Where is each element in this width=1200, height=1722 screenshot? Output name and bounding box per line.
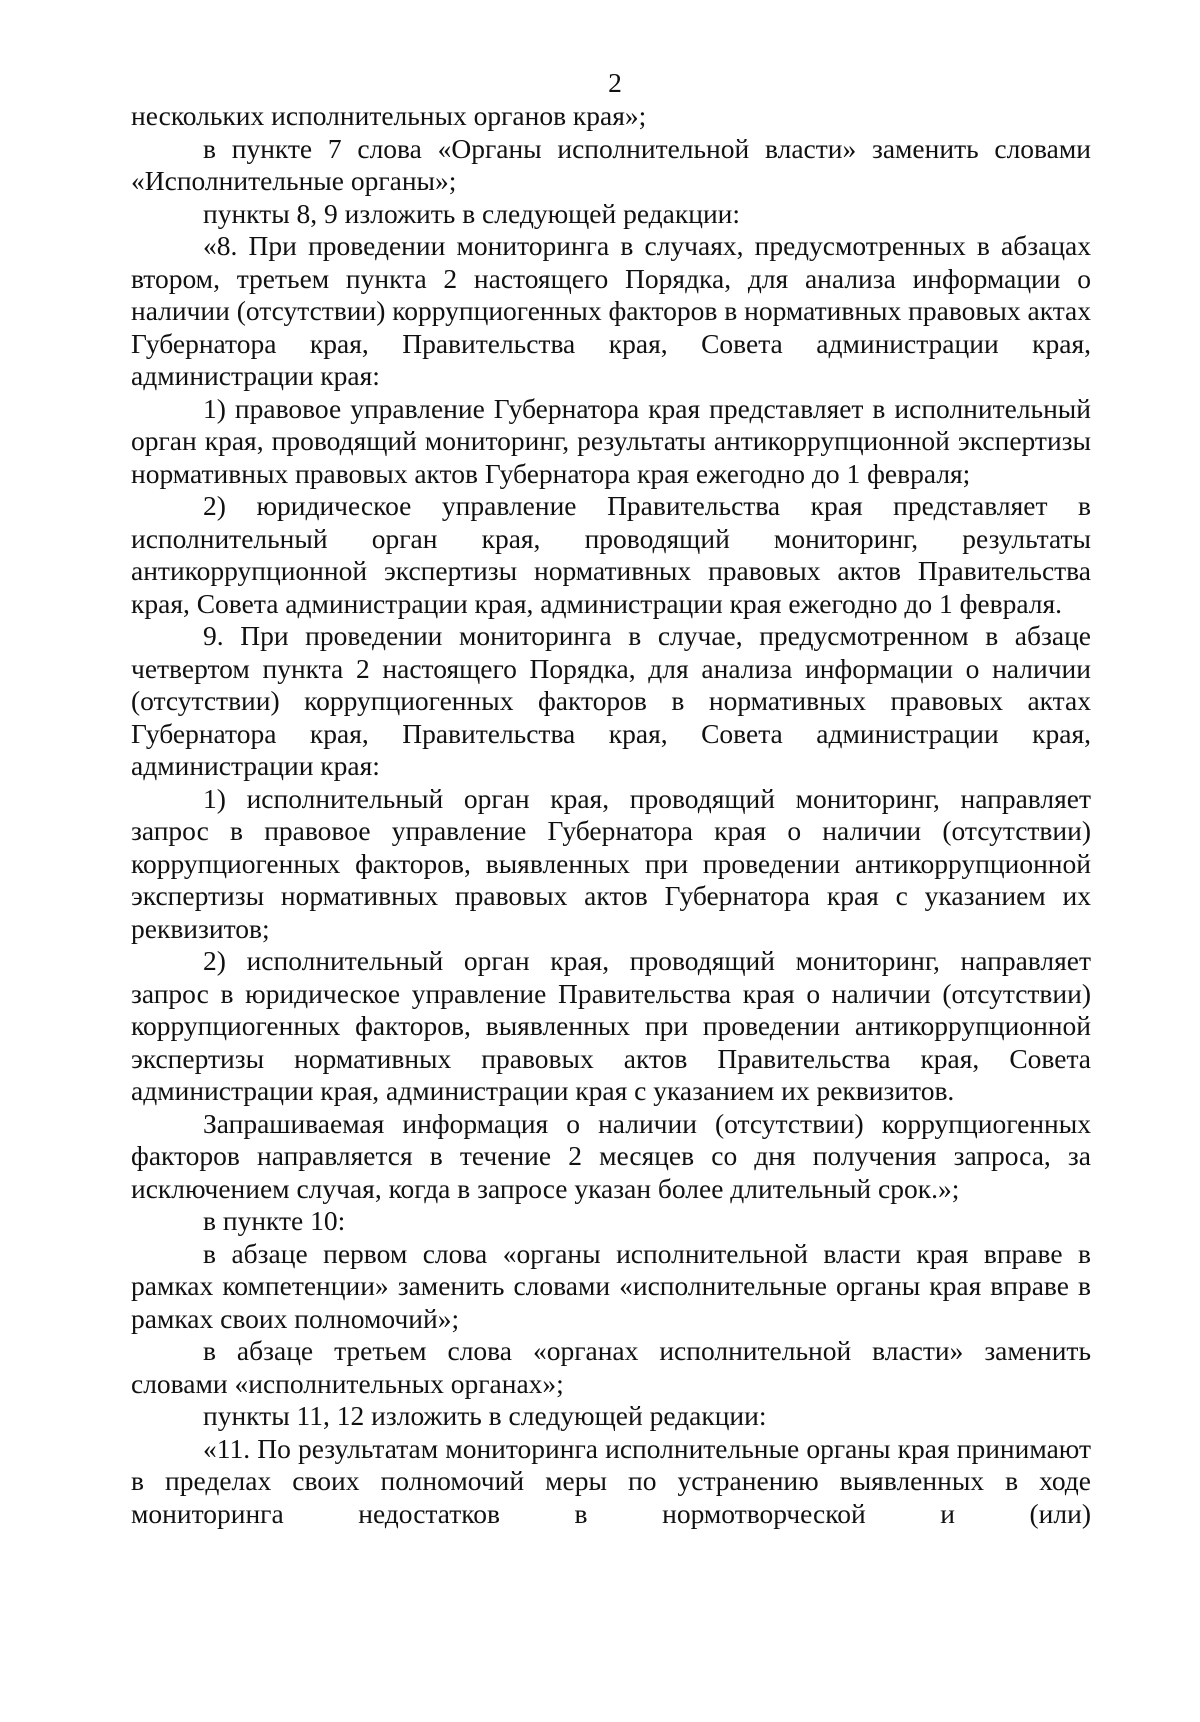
paragraph-item-10-abzac-3: в абзаце третьем слова «органах исполнительной власти» заменить словами «исполнительных органах»; (131, 1335, 1091, 1399)
page-number: 2 (608, 67, 622, 98)
paragraph-items-11-12-intro: пункты 11, 12 изложить в следующей редакции: (203, 1400, 767, 1431)
paragraph-clause-8-sub-1: 1) правовое управление Губернатора края представляет в исполнительный орган края, проводящий мониторинг, результаты антикоррупционной экспертизы нормативных правовых актов Губернатора края ежегодно до 1 февраля; (131, 392, 1091, 489)
paragraph-continuation: нескольких исполнительных органов края»; (131, 100, 647, 131)
paragraph-clause-8: «8. При проведении мониторинга в случаях, предусмотренных в абзацах втором, третьем пункта 2 настоящего Порядка, для анализа информации о наличии (отсутствии) коррупциогенных факторов в нормативных правовых актах Губернатора края, Правительства края, Совета администрации края, администрации края: (131, 230, 1091, 391)
paragraph-item-7: в пункте 7 слова «Органы исполнительной власти» заменить словами «Исполнительные органы»; (131, 132, 1091, 196)
paragraph-requested-info: Запрашиваемая информация о наличии (отсутствии) коррупциогенных факторов направляется в течение 2 месяцев со дня получения запроса, за исключением случая, когда в запросе указан более длительный срок.»; (131, 1107, 1091, 1204)
paragraph-clause-8-sub-2: 2) юридическое управление Правительства края представляет в исполнительный орган края, проводящий мониторинг, результаты антикоррупционной экспертизы нормативных правовых актов Правительства края, Совета администрации края, администрации края ежегодно до 1 февраля. (131, 490, 1091, 619)
paragraph-clause-9: 9. При проведении мониторинга в случае, предусмотренном в абзаце четвертом пункта 2 настоящего Порядка, для анализа информации о наличии (отсутствии) коррупциогенных факторов в нормативных правовых актах Губернатора края, Правительства края, Совета администрации края, администрации края: (131, 620, 1091, 781)
paragraph-clause-9-sub-2: 2) исполнительный орган края, проводящий мониторинг, направляет запрос в юридическое управление Правительства края о наличии (отсутствии) коррупциогенных факторов, выявленных при проведении антикоррупционной экспертизы нормативных правовых актов Правительства края, Совета администрации края, администрации края с указанием их реквизитов. (131, 945, 1091, 1106)
paragraph-items-8-9-intro: пункты 8, 9 изложить в следующей редакции: (203, 197, 741, 229)
paragraph-clause-9-sub-1: 1) исполнительный орган края, проводящий мониторинг, направляет запрос в правовое управление Губернатора края о наличии (отсутствии) коррупциогенных факторов, выявленных при проведении антикоррупционной экспертизы нормативных правовых актов Губернатора края с указанием их реквизитов; (131, 782, 1091, 944)
paragraph-item-10-intro: в пункте 10: (203, 1205, 346, 1236)
paragraph-item-10-abzac-1: в абзаце первом слова «органы исполнительной власти края вправе в рамках компетенции» заменить словами «исполнительные органы края вправе в рамках своих полномочий»; (131, 1237, 1091, 1334)
paragraph-clause-11: «11. По результатам мониторинга исполнительные органы края принимают в пределах своих полномочий меры по устранению выявленных в ходе мониторинга недостатков в нормотворческой и (или) (131, 1432, 1091, 1529)
document-page (131, 66, 1091, 1530)
